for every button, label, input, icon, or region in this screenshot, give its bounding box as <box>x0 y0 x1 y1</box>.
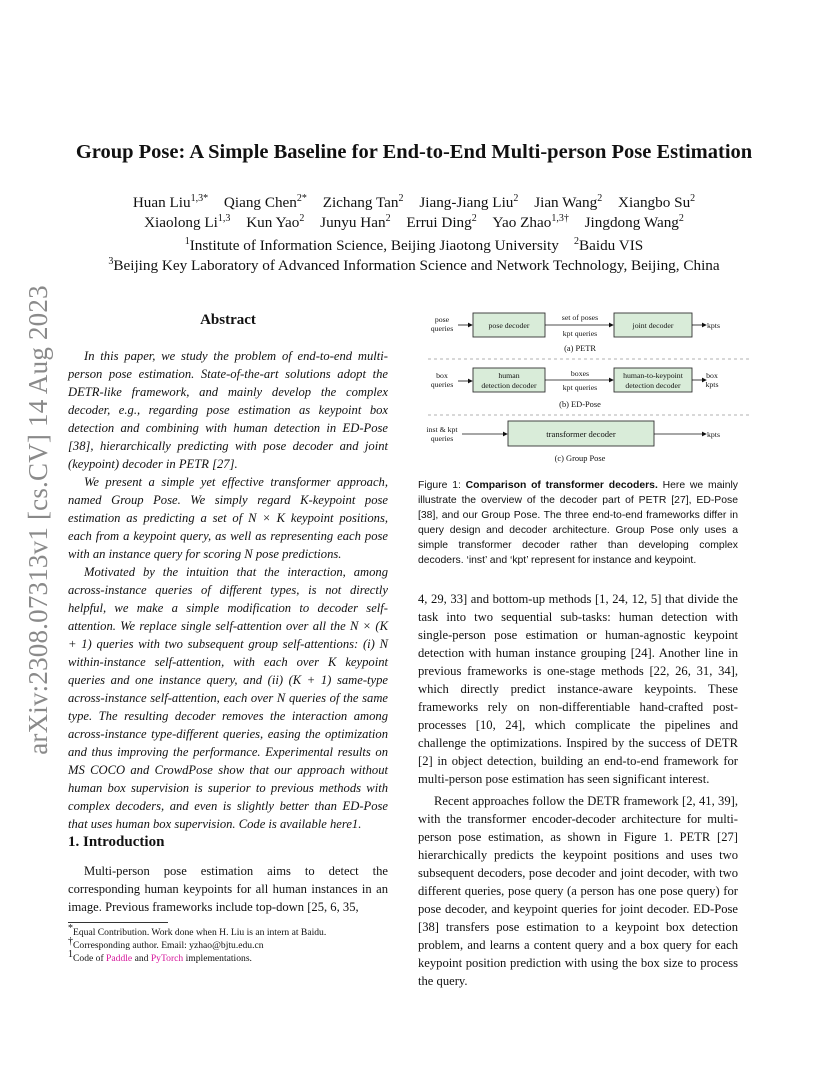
edpose-output-kpts-label: kpts <box>705 380 719 389</box>
author: Junyu Han$^2$ <box>320 212 391 231</box>
human-detection-label-2: detection decoder <box>481 381 537 390</box>
abstract-body <box>68 347 388 833</box>
affiliation-line-2: $^3$Beijing Key Laboratory of Advanced Information Science and Network Technology, Beijing, China <box>108 255 720 274</box>
grouppose-subcaption: (c) Group Pose <box>554 454 606 463</box>
petr-output-label: kpts <box>707 321 720 330</box>
transformer-decoder-label: transformer decoder <box>546 429 616 439</box>
author-list-line-2 <box>0 214 828 232</box>
edpose-kpt-queries-label: kpt queries <box>562 383 598 392</box>
paddle-link[interactable]: Paddle <box>106 953 133 964</box>
figure-1-diagram <box>420 308 755 473</box>
footnote-code: $^1$Code of Paddle and PyTorch implementations. <box>68 948 252 964</box>
author: Jian Wang$^2$ <box>534 192 603 211</box>
edpose-input-label: box <box>436 371 448 380</box>
petr-input-label: pose <box>434 315 450 324</box>
author: Huan Liu$^{1,3*}$ <box>132 192 209 211</box>
joint-decoder-label: joint decoder <box>632 321 674 330</box>
edpose-input-label-2: queries <box>430 380 454 389</box>
figure-1-caption: Figure 1: Comparison of transformer decoders. Here we mainly illustrate the overview of the decoder part of PETR [27], ED-Pose [38], and our Group Pose. The three end-to-end frameworks differ in query design and decoder architecture. Group Pose only uses a simple transformer decoder rather than developing complex decoders. ‘inst’ and ‘kpt’ represent for instance and keypoint. <box>418 480 738 566</box>
grouppose-input-label-2: queries <box>430 434 454 443</box>
edpose-subcaption: (b) ED-Pose <box>559 400 601 409</box>
paper-title: Group Pose: A Simple Baseline for End-to-End Multi-person Pose Estimation <box>75 141 753 163</box>
pytorch-link[interactable]: PyTorch <box>150 953 184 964</box>
diagram-group-pose <box>426 421 720 463</box>
author: Qiang Chen$^{2*}$ <box>223 192 307 211</box>
footnote-equal-contribution: *Equal Contribution. Work done when H. Liu is an intern at Baidu. <box>68 922 327 938</box>
introduction-body <box>68 862 388 916</box>
human-to-keypoint-label-1: human-to-keypoint <box>623 371 683 380</box>
petr-input-label-2: queries <box>430 324 454 333</box>
author: Jiang-Jiang Liu$^2$ <box>419 192 519 211</box>
human-detection-label-1: human <box>498 371 520 380</box>
intro-paragraph: 4, 29, 33] and bottom-up methods [1, 24, 12, 5] that divide the task into two sequential sub-tasks: human detection with single-person pose estimation or human-agnostic keypoint detection with human instance grouping [24]. Another line in previous frameworks is one-stage methods [22, 26, 31, 34], which directly predict instance-aware keypoints. These frameworks rely on non-differentiable hand-crafted post-processes [10, 24], which complicate the pipelines and challenge the optimizations. Inspired by the success of DETR [2] in object detection, building an end-to-end framework for multi-person pose estimation has seen significant interest. <box>418 592 738 786</box>
author: Errui Ding$^2$ <box>406 212 477 231</box>
footnote-rule <box>68 922 168 923</box>
abstract-paragraph: Motivated by the intuition that the interaction, among across-instance queries of different types, is not directly helpful, we make a simple modification to decoder self-attention. We replace single self-attention over all the N × (K + 1) queries with two subsequent group self-attentions: (i) N within-instance self-attention, with each over K keypoint queries and one instance query, and (ii) (K + 1) same-type across-instance self-attention, each over N queries of the same type. The resulting decoder removes the interaction among across-instance type-different queries, easing the optimization and thus improving the performance. Experimental results on MS COCO and CrowdPose show that our approach without human box supervision is superior to previous methods with complex decoders, and even is slightly better than ED-Pose that uses human box supervision. Code is available here1. <box>68 565 388 831</box>
diagram-ed-pose <box>431 368 719 409</box>
author: Xiangbo Su$^2$ <box>618 192 696 211</box>
intro-paragraph: Recent approaches follow the DETR framework [2, 41, 39], with the transformer encoder-decoder architecture for multi-person pose estimation, as shown in Figure 1. PETR [27] hierarchically predicts the keypoint positions and uses two subsequent decoders, pose decoder and joint decoder, with two different queries, pose query (a person has one pose query) for pose decoder, and keypoint queries for joint decoder. ED-Pose [38] transfers pose estimation to a keypoint box detection problem, and learns a content query and a box query for each keypoint position prediction with using the box size to process the query. <box>418 794 738 988</box>
author: Yao Zhao$^{1,3\dagger}$ <box>492 212 569 231</box>
diagram-petr <box>431 313 720 353</box>
arxiv-id: arXiv:2308.07313v1 [cs.CV] 14 Aug 2023 <box>23 285 53 755</box>
affiliation-line-1: $^1$Institute of Information Science, Beijing Jiaotong University $^2$Baidu VIS <box>184 235 644 254</box>
abstract-paragraph: We present a simple yet effective transformer approach, named Group Pose. We simply regard K-keypoint pose estimation as predicting a set of N × K keypoint positions, each from a keypoint query, as well as representing each pose with an instance query for scoring N pose predictions. <box>68 475 388 561</box>
footnotes <box>68 922 398 965</box>
footnote-corresponding-author: †Corresponding author. Email: yzhao@bjtu.edu.cn <box>68 935 264 951</box>
edpose-output-box-label: box <box>706 371 718 380</box>
abstract-heading: Abstract <box>200 312 256 328</box>
grouppose-input-label: inst & kpt <box>426 425 458 434</box>
author: Zichang Tan$^2$ <box>322 192 404 211</box>
author-list-line-1 <box>0 194 828 212</box>
arxiv-stamp <box>23 280 53 760</box>
petr-subcaption: (a) PETR <box>564 344 596 353</box>
author: Kun Yao$^2$ <box>246 212 305 231</box>
author: Jingdong Wang$^2$ <box>584 212 684 231</box>
edpose-boxes-label: boxes <box>570 369 590 378</box>
pose-decoder-label: pose decoder <box>488 321 530 330</box>
intro-paragraph: Multi-person pose estimation aims to detect the corresponding human keypoints for all human instances in an image. Previous frameworks include top-down [25, 6, 35, <box>68 864 388 914</box>
abstract-paragraph: In this paper, we study the problem of end-to-end multi-person pose estimation. State-of-the-art solutions adopt the DETR-like framework, and mainly develop the complex decoder, e.g., regarding pose estimation as keypoint box detection and combining with human detection in ED-Pose [38], hierarchically predicting with pose decoder and joint (keypoint) decoder in PETR [27]. <box>68 349 388 471</box>
petr-set-of-poses-label: set of poses <box>561 313 599 322</box>
section-heading-introduction: 1. Introduction <box>68 834 165 850</box>
introduction-body-continued <box>418 590 738 990</box>
author: Xiaolong Li$^{1,3}$ <box>144 212 231 231</box>
petr-kpt-queries-label: kpt queries <box>562 329 598 338</box>
grouppose-output-label: kpts <box>707 430 720 439</box>
human-to-keypoint-label-2: detection decoder <box>625 381 681 390</box>
